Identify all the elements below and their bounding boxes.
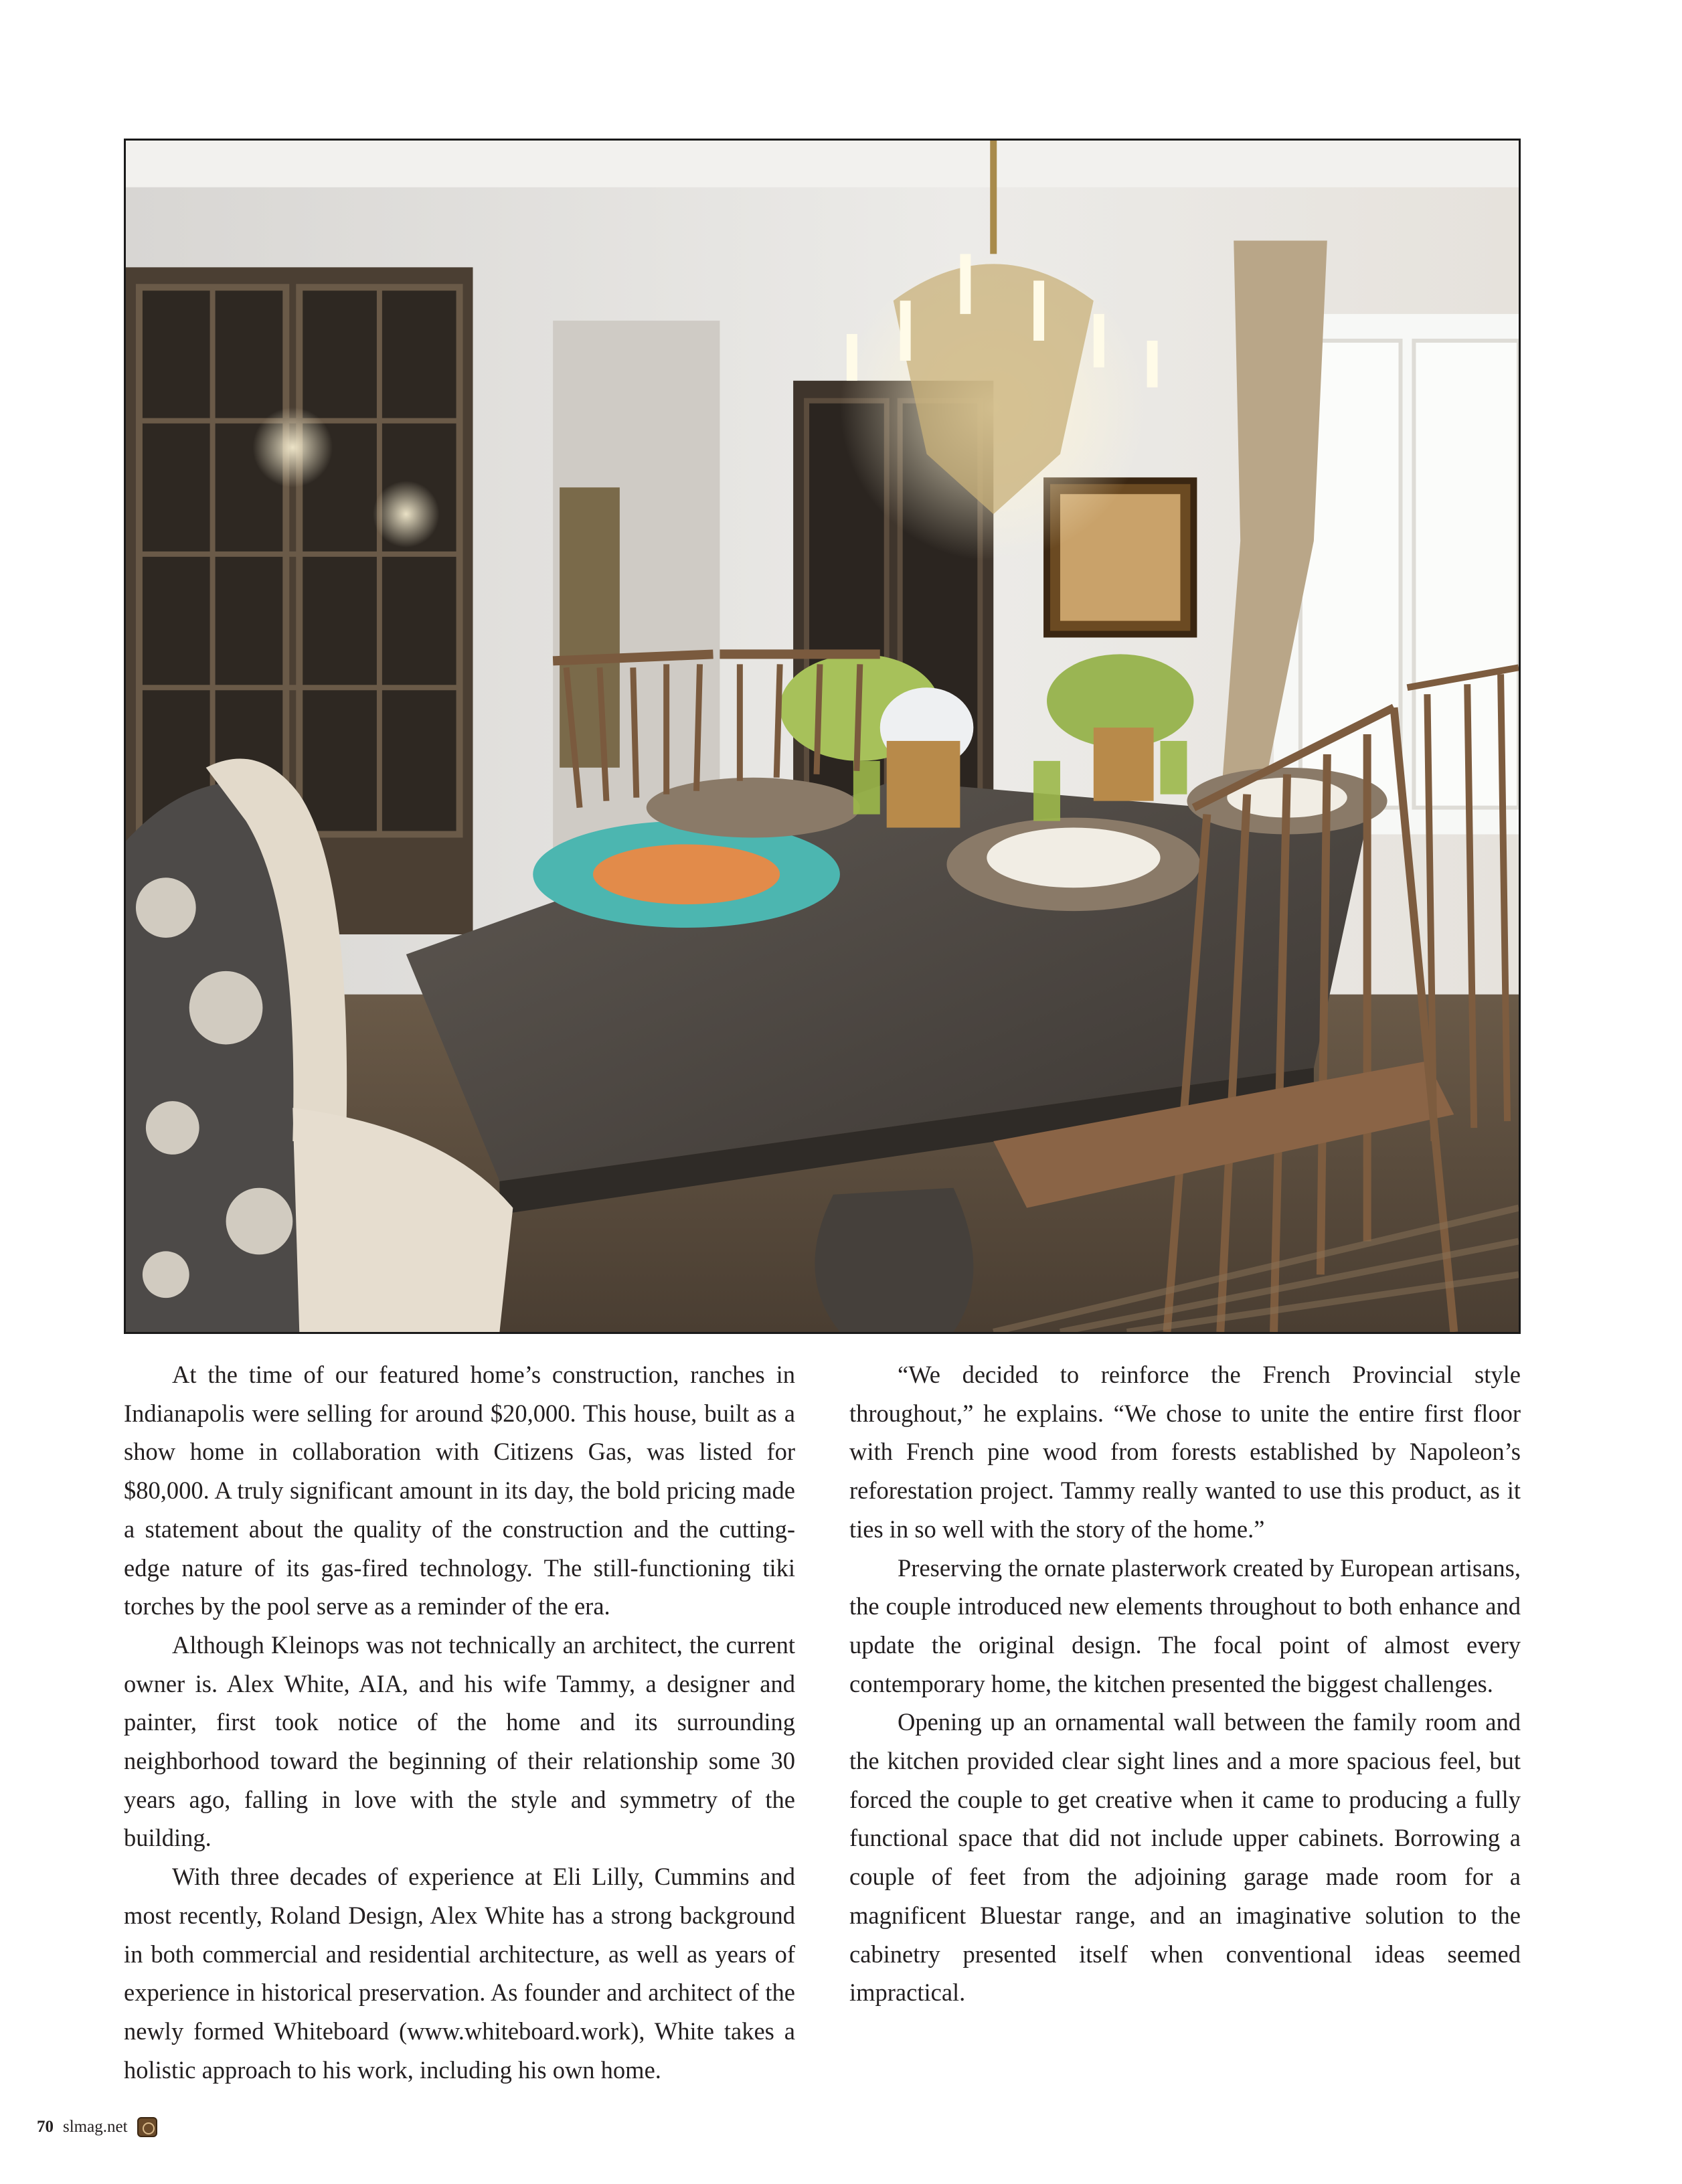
paragraph: With three decades of experience at Eli Lilly, Cummins and most recently, Roland Design, Alex White has a strong background in both commercial and residential architecture, as well as years of experience in historical preservation. As founder and architect of the newly formed Whiteboard (www.whiteboard.work), White takes a holistic approach to his work, including his own home.	[124, 1863, 795, 2084]
article-column-left	[124, 1355, 795, 2089]
page-number: 70	[37, 2118, 54, 2136]
paragraph: Although Kleinops was not technically an architect, the current owner is. Alex White, AIA, and his wife Tammy, a designer and painter, first took notice of the home and its surrounding neighborhood toward the beginning of their relationship some 30 years ago, falling in love with the style and symmetry of the building.	[124, 1630, 795, 1852]
paragraph: At the time of our featured home’s construction, ranches in Indianapolis were selling for around $20,000. This house, built as a show home in collaboration with Citizens Gas, was listed for $80,000. A truly significant amount in its day, the bold pricing made a statement about the quality of the construction and the cutting-edge nature of its gas-fired technology. The still-functioning tiki torches by the pool serve as a reminder of the era.	[124, 1361, 795, 1620]
paragraph: Preserving the ornate plasterwork created by European artisans, the couple introduced new elements throughout to both enhance and update the original design. The focal point of almost every contemporary home, the kitchen presented the biggest challenges.	[849, 1553, 1521, 1697]
page-footer	[37, 2117, 157, 2137]
floral-plate	[987, 828, 1160, 888]
paragraph: Opening up an ornamental wall between the family room and the kitchen provided clear sight lines and a more spacious feel, but forced the couple to get creative when it came to producing a fully functional space that did not include upper cabinets. Borrowing a couple of feet from the adjoining garage made room for a magnificent Bluestar range, and an imaginative solution to the cabinetry presented itself when conventional ideas seemed impractical.	[849, 1708, 1521, 2007]
paragraph: “We decided to reinforce the French Provincial style throughout,” he explains. “We chose to unite the entire first floor with French pine wood from forests established by Napoleon’s reforestation project. Tammy really wanted to use this product, as it ties in so well with the story of the home.”	[849, 1361, 1521, 1543]
crown-molding	[126, 141, 1519, 187]
article-column-right	[849, 1355, 1521, 2012]
site-url[interactable]: slmag.net	[63, 2118, 128, 2136]
placemat	[647, 778, 860, 838]
magazine-logo-icon	[137, 2117, 157, 2137]
dining-room-photo	[124, 139, 1521, 1334]
